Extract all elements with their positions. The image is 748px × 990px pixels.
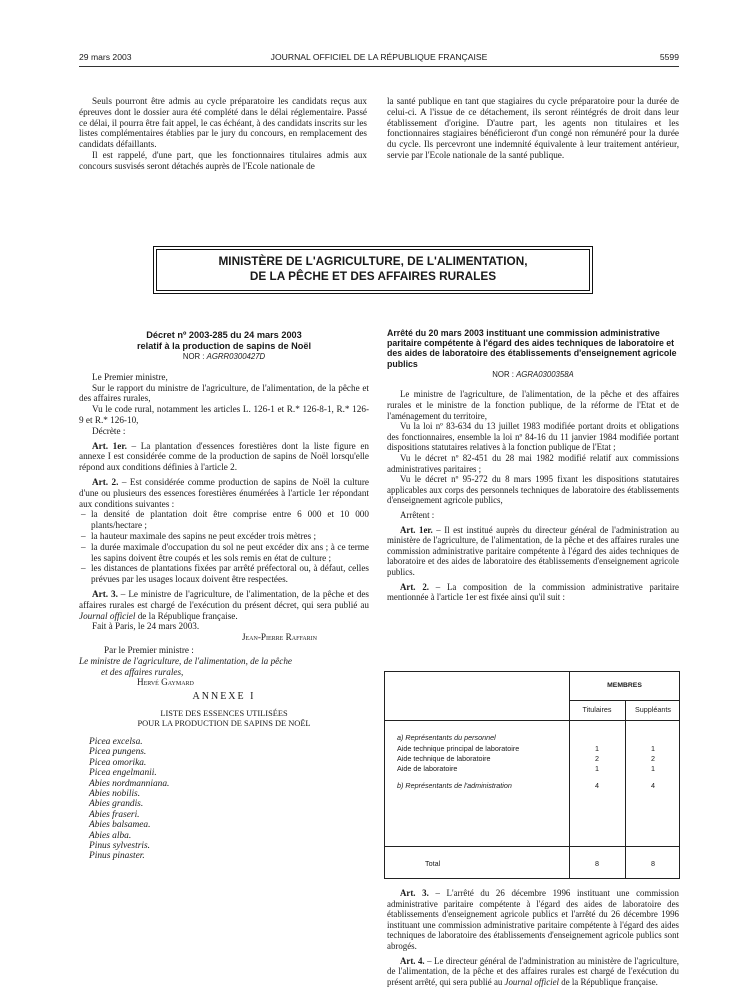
decret-article-1-label: Art. 1er. <box>92 440 127 451</box>
species-item: Abies nobilis. <box>89 788 141 799</box>
table-divider <box>385 720 679 721</box>
arrete-article-4 <box>387 956 679 988</box>
decret-article-1-text: – La plantation d'essences forestières dont la liste figure en annexe I est considérée comme de la production de sapins de Noël lorsqu'elle répond aux conditions définies à l'article 2. <box>79 440 369 473</box>
decret-title-line-1: Décret nº 2003-285 du 24 mars 2003 <box>146 330 302 340</box>
arrete-article-4-text-a: – Le directeur général de l'administration au ministère de l'agriculture, de l'alimentation, de la pêche et des affaires rurales est chargé de l'exécution du présent arrêté, qui sera publié au <box>387 955 679 987</box>
top-right-paragraph-1: la santé publique en tant que stagiaires du cycle préparatoire pour la durée de celui-ci. A l'issue de ce détachement, ils seront réintégrés de droit dans leur établissement d'origine. D'autre part, les agents non titulaires et les fonctionnaires stagiaires bénéficieront d'un congé non rémunéré pour la durée du cycle. Ils percevront une indemnité équivalente à leur traitement antérieur, servie par l'Ecole nationale de la santé publique. <box>387 96 679 160</box>
decret-article-2-label: Art. 2. <box>92 476 119 487</box>
species-item: Pinus pinaster. <box>89 851 145 862</box>
header-page-number: 5599 <box>659 52 679 62</box>
decret-nor-label: NOR : <box>182 352 205 361</box>
annexe-subtitle-2: POUR LA PRODUCTION DE SAPINS DE NOËL <box>137 718 311 728</box>
decret-title <box>79 330 369 351</box>
arrete-column <box>387 328 679 603</box>
table-row-label: Aide technique de laboratoire <box>397 754 491 763</box>
table-row-total: Total <box>425 859 441 868</box>
arrete-article-1-text: – Il est institué auprès du directeur général de l'administration au ministère de l'agriculture, de l'alimentation, de la pêche et des affaires rurales une commission administrative paritaire compétente à l'égard des aides techniques de laboratoire et des aides de laboratoire des établissements d'enseignement agricole publics. <box>387 524 680 577</box>
arrete-nor-value: AGRA0300358A <box>516 369 574 379</box>
arrete-article-4-journal: Journal officiel <box>504 976 560 987</box>
species-item: Abies grandis. <box>89 799 144 810</box>
arrete-article-1 <box>387 525 679 578</box>
table-cell-titulaires: 1 <box>595 744 599 753</box>
table-cell-suppleants: 2 <box>651 754 655 763</box>
arrete-article-3 <box>387 888 679 952</box>
species-item: Picea excelsa. <box>89 736 143 747</box>
arrete-article-3-text: – L'arrêté du 26 décembre 1996 instituant une commission administrative paritaire compétente à l'égard des aides de laboratoire des établissements d'enseignement agricole publics et l'arrêté du 26 décembre 1996 instituant une commission administrative paritaire compétente à l'égard des aides techniques de laboratoire des établissements d'enseignement agricole publics sont abrogés. <box>387 888 679 951</box>
table-divider <box>569 700 679 701</box>
top-left-paragraph-1: Seuls pourront être admis au cycle préparatoire les candidats reçus aux épreuves dont le dossier aura été complété dans le délai réglementaire. Passé ce délai, il pourra être fait appel, le cas échéant, à des candidats inscrits sur les listes complémentaires établies par le jury du concours, en remplacement des candidats défaillants. <box>79 96 367 150</box>
arrete-final-articles <box>387 888 679 987</box>
decret-article-3-journal: Journal officiel <box>79 610 136 621</box>
header-date: 29 mars 2003 <box>79 52 132 62</box>
decret-signer-minister: Hervé Gaymard <box>137 677 194 688</box>
decret-premier-ministre: Le Premier ministre, <box>92 371 168 382</box>
species-item: Picea engelmanii. <box>89 768 157 779</box>
decret-article-3 <box>79 589 369 621</box>
table-cell-total-titulaires: 8 <box>595 859 599 868</box>
decret-minister-title: Le ministre de l'agriculture, de l'alimentation, de la pêche et des affaires rurales, <box>79 655 292 677</box>
decret-vu: Vu le code rural, notamment les articles L. 126-1 et R.* 126-8-1, R.* 126-9 et R.* 126-10, <box>79 404 369 425</box>
annexe-subtitle-1: LISTE DES ESSENCES UTILISÉES <box>160 708 288 718</box>
arrete-vu-decret-1982: Vu le décret nº 82-451 du 28 mai 1982 modifié relatif aux commissions administratives paritaires ; <box>387 452 679 474</box>
decret-sur-rapport: Sur le rapport du ministre de l'agriculture, de l'alimentation, de la pêche et des affaires rurales, <box>79 382 369 404</box>
arrete-arretent: Arrêtent : <box>400 509 435 520</box>
decret-article-2-text: – Est considérée comme production de sapins de Noël la culture d'une ou plusieurs des essences forestières énumérées à l'article 1er répondant aux conditions suivantes : <box>79 476 369 509</box>
decret-nor-value: AGRR0300427D <box>206 352 266 361</box>
table-cell-titulaires: 1 <box>595 764 599 773</box>
arrete-article-2-text: – La composition de la commission administrative paritaire mentionnée à l'article 1er est fixée ainsi qu'il suit : <box>387 581 679 603</box>
table-cell-suppleants: 1 <box>651 744 655 753</box>
arrete-nor-label: NOR : <box>492 369 514 379</box>
ministry-line-2: DE LA PÊCHE ET DES AFFAIRES RURALES <box>249 268 497 283</box>
arrete-article-4-label: Art. 4. <box>400 955 425 966</box>
table-row-administration: b) Représentants de l'administration <box>397 781 512 790</box>
header-journal: JOURNAL OFFICIEL DE LA RÉPUBLIQUE FRANÇAISE <box>270 52 488 62</box>
ministry-heading-box <box>156 249 590 291</box>
table-divider <box>569 672 570 878</box>
species-list <box>79 737 369 862</box>
composition-table <box>384 671 680 879</box>
decret-par: Par le Premier ministre : <box>104 644 194 655</box>
table-head-suppleants: Suppléants <box>635 705 671 714</box>
arrete-vu-loi: Vu la loi nº 83-634 du 13 juillet 1983 modifiée portant droits et obligations des fonctionnaires, ensemble la loi nº 84-16 du 11 janvier 1984 modifiée portant dispositions statutaires relatives à la fonction publique de l'Etat ; <box>387 421 679 453</box>
table-head-membres: MEMBRES <box>607 682 642 689</box>
table-cell-suppleants: 4 <box>651 781 655 790</box>
arrete-article-1-label: Art. 1er. <box>400 524 433 535</box>
condition-item: – les distances de plantations fixées par arrêté préfectoral ou, à défaut, celles prévues par les usages locaux doivent être respectées. <box>91 563 369 585</box>
decret-article-1 <box>79 441 369 473</box>
table-head-titulaires: Titulaires <box>582 705 612 714</box>
decret-signer-premier-ministre: Jean-Pierre Raffarin <box>241 632 317 643</box>
table-row-label: Aide technique principal de laboratoire <box>397 744 520 753</box>
table-cell-titulaires: 4 <box>595 781 599 790</box>
species-item: Picea omorika. <box>89 757 147 768</box>
arrete-article-4-text-c: de la République française. <box>559 976 658 987</box>
table-row-personnel: a) Représentants du personnel <box>397 733 496 742</box>
table-cell-total-suppleants: 8 <box>651 859 655 868</box>
condition-item: – la densité de plantation doit être comprise entre 6 000 et 10 000 plants/hectare ; <box>91 509 369 531</box>
table-cell-titulaires: 2 <box>595 754 599 763</box>
ministry-line-1: MINISTÈRE DE L'AGRICULTURE, DE L'ALIMENTATION, <box>218 254 528 268</box>
table-cell-suppleants: 1 <box>651 764 655 773</box>
species-item: Picea pungens. <box>89 747 147 758</box>
arrete-vu-decret-1995: Vu le décret nº 95-272 du 8 mars 1995 fixant les dispositions statutaires applicables aux corps des personnels techniques de laboratoire des établissements d'enseignement agricole publics, <box>387 474 679 506</box>
condition-item: – la hauteur maximale des sapins ne peut excéder trois mètres ; <box>91 531 369 542</box>
species-item: Abies balsamea. <box>89 820 151 831</box>
species-item: Pinus sylvestris. <box>89 840 150 851</box>
decret-title-line-2: relatif à la production de sapins de Noël <box>136 340 312 351</box>
species-item: Abies nordmanniana. <box>89 778 170 789</box>
page-header <box>79 52 679 64</box>
decret-decrete: Décrète : <box>92 425 126 436</box>
header-rule <box>79 66 679 67</box>
condition-item: – la durée maximale d'occupation du sol ne peut excéder dix ans ; à ce terme les sapins doivent être coupés et les sols remis en état de culture ; <box>91 542 369 564</box>
species-item: Abies fraseri. <box>89 809 140 820</box>
decret-article-2-conditions <box>79 509 369 585</box>
arrete-nor <box>387 370 679 381</box>
arrete-article-3-label: Art. 3. <box>400 888 429 898</box>
annexe-heading: ANNEXE I <box>192 691 256 703</box>
decret-nor <box>79 352 369 363</box>
decret-article-3-text-a: – Le ministre de l'agriculture, de l'alimentation, de la pêche et des affaires rurales est chargé de l'exécution du présent décret, qui sera publié au <box>79 588 369 610</box>
decret-column <box>79 330 369 862</box>
top-left-paragraph-2: Il est rappelé, d'une part, que les fonctionnaires titulaires admis aux concours susvisés seront détachés auprès de l'Ecole nationale de <box>79 149 367 171</box>
table-divider <box>385 846 679 847</box>
decret-article-3-text-c: de la République française. <box>135 610 238 621</box>
arrete-article-2-label: Art. 2. <box>400 581 429 592</box>
decret-fait: Fait à Paris, le 24 mars 2003. <box>92 621 200 632</box>
species-item: Abies alba. <box>89 830 132 841</box>
decret-article-2 <box>79 477 369 509</box>
top-right-column <box>387 96 679 161</box>
table-row-label: Aide de laboratoire <box>397 764 458 773</box>
arrete-article-2 <box>387 582 679 603</box>
arrete-ministers: Le ministre de l'agriculture, de l'alimentation, de la pêche et des affaires rurales et le ministre de la fonction publique, de la réforme de l'Etat et de l'aménagement du territoire, <box>387 389 679 421</box>
arrete-title: Arrêté du 20 mars 2003 instituant une commission administrative paritaire compétente à l'égard des aides techniques de laboratoire et des aides de laboratoire des établissements d'enseignement agricole publics <box>387 328 677 369</box>
decret-article-3-label: Art. 3. <box>92 588 118 599</box>
top-left-column <box>79 96 367 172</box>
